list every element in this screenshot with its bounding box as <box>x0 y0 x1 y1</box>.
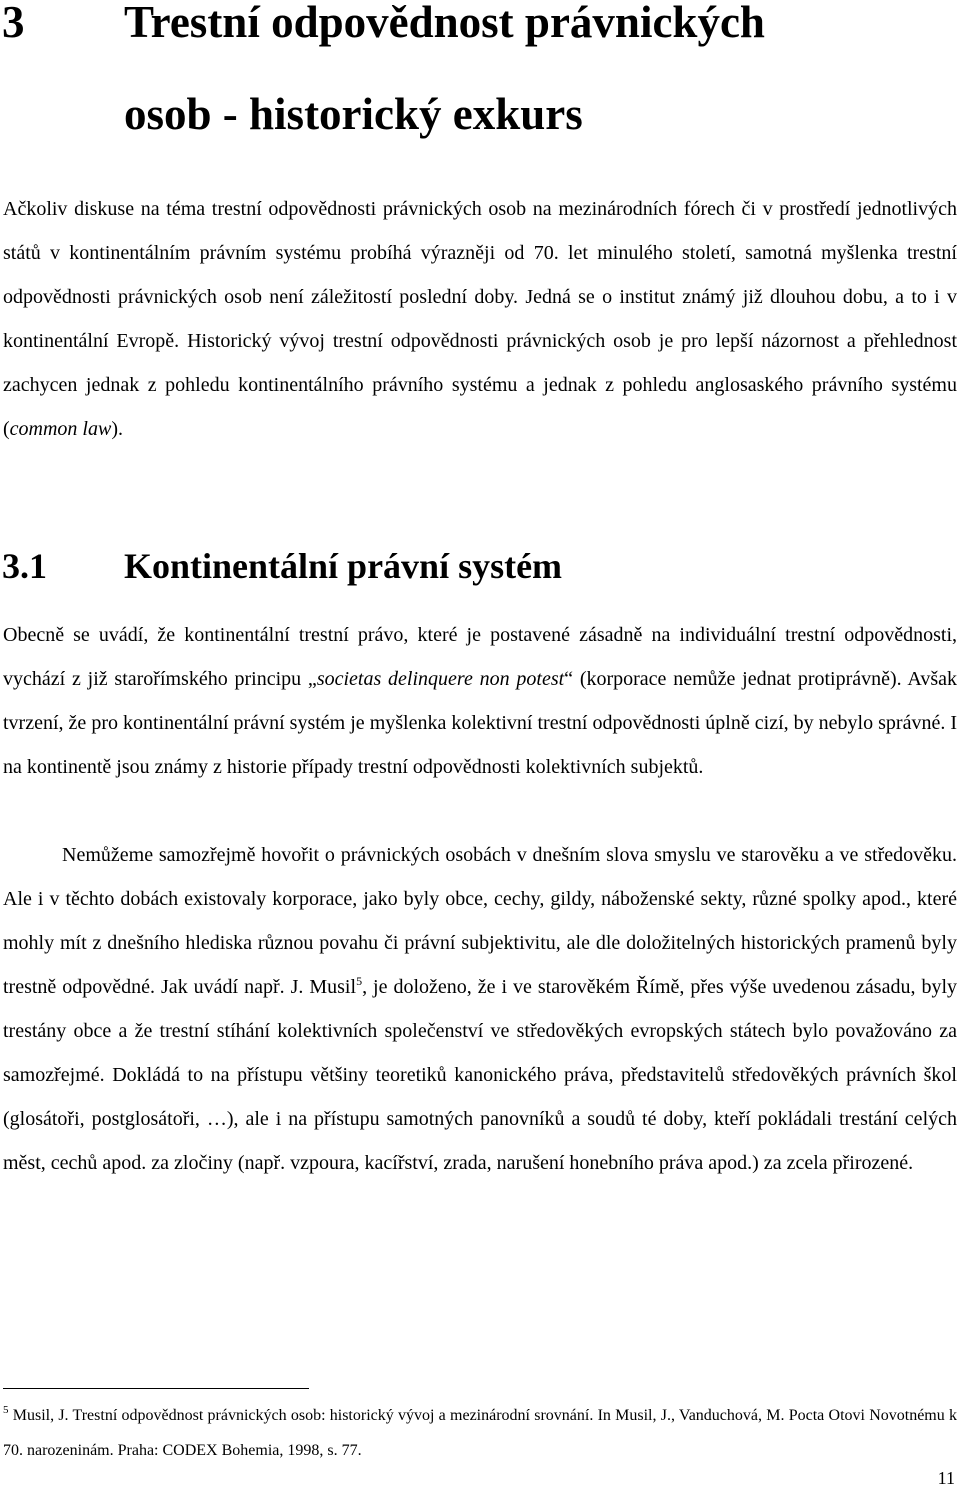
para2-text-b: , je doloženo, že i ve starověkém Římě, přes výše uvedenou zásadu, byly trestány obce a že trestní stíhání kolektivních společenství ve středověkých evropských státech bylo považováno za samozřejmé. Dokládá to na přístupu většiny teoretiků kanonického práva, představitelů středověkých právních škol (glosátoři, postglosátoři, …), ale i na přístupu samotných panovníků a soudů té doby, kteří pokládali trestání celých měst, cechů apod. za zločiny (např. vzpoura, kacířství, zrada, narušení honebního práva apod.) za zcela přirozené. <box>3 976 957 1174</box>
footnote-reference[interactable]: 5 <box>356 974 363 988</box>
section-title: Kontinentální právní systém <box>124 546 563 586</box>
intro-italic-term: common law <box>9 418 112 440</box>
chapter-title <box>124 0 924 160</box>
para1-text-a: Obecně se uvádí, že kontinentální trestní právo, které je postavené zásadně na individuální trestní odpovědnosti, vychází z již starořímského principu „ <box>3 624 957 690</box>
section-number: 3.1 <box>2 546 47 586</box>
intro-text-b: ). <box>111 418 124 440</box>
footnote <box>3 1398 957 1468</box>
footnote-text: Musil, J. Trestní odpovědnost právnických osob: historický vývoj a mezinárodní srovnání. In Musil, J., Vanduchová, M. Pocta Otovi Novotnému k 70. narozeninám. Praha: CODEX Bohemia, 1998, s. 77. <box>3 1407 957 1459</box>
intro-text-a: Ačkoliv diskuse na téma trestní odpovědnosti právnických osob na mezinárodních fórech či v prostředí jednotlivých států v kontinentálním právním systému probíhá výrazněji od 70. let minulého století, samotná myšlenka trestní odpovědnosti právnických osob není záležitostí poslední doby. Jedná se o institut známý již dlouhou dobu, a to i v kontinentální Evropě. Historický vývoj trestní odpovědnosti právnických osob je pro lepší názornost a přehlednost zachycen jednak z pohledu kontinentálního právního systému a jednak z pohledu anglosaského právního systému ( <box>3 198 957 440</box>
body-paragraph-1 <box>3 613 957 789</box>
chapter-title-line-2: osob - historický exkurs <box>124 89 583 139</box>
chapter-number: 3 <box>2 0 25 47</box>
para1-italic-maxim: societas delinquere non potest <box>316 668 565 690</box>
body-paragraph-2 <box>3 833 957 1185</box>
para2-text-a: Nemůžeme samozřejmě hovořit o právnických osobách v dnešním slova smyslu ve starověku a ve středověku. Ale i v těchto dobách existovaly korporace, jako byly obce, cechy, gildy, náboženské sekty, různé spolky apod., které mohly mít z dnešního hlediska různou povahu či právní subjektivitu, ale dle doložitelných historických pramenů byly trestně odpovědné. Jak uvádí např. J. Musil <box>3 844 957 998</box>
page-number: 11 <box>937 1468 955 1488</box>
chapter-title-line-1: Trestní odpovědnost právnických <box>124 0 765 47</box>
footnote-marker: 5 <box>3 1404 9 1416</box>
intro-paragraph <box>3 187 957 451</box>
para1-text-b: “ (korporace nemůže jednat protiprávně). Avšak tvrzení, že pro kontinentální právní systém je myšlenka kolektivní trestní odpovědnosti úplně cizí, by nebylo správné. I na kontinentě jsou známy z historie případy trestní odpovědnosti kolektivních subjektů. <box>3 668 957 778</box>
footnote-separator <box>3 1388 309 1389</box>
